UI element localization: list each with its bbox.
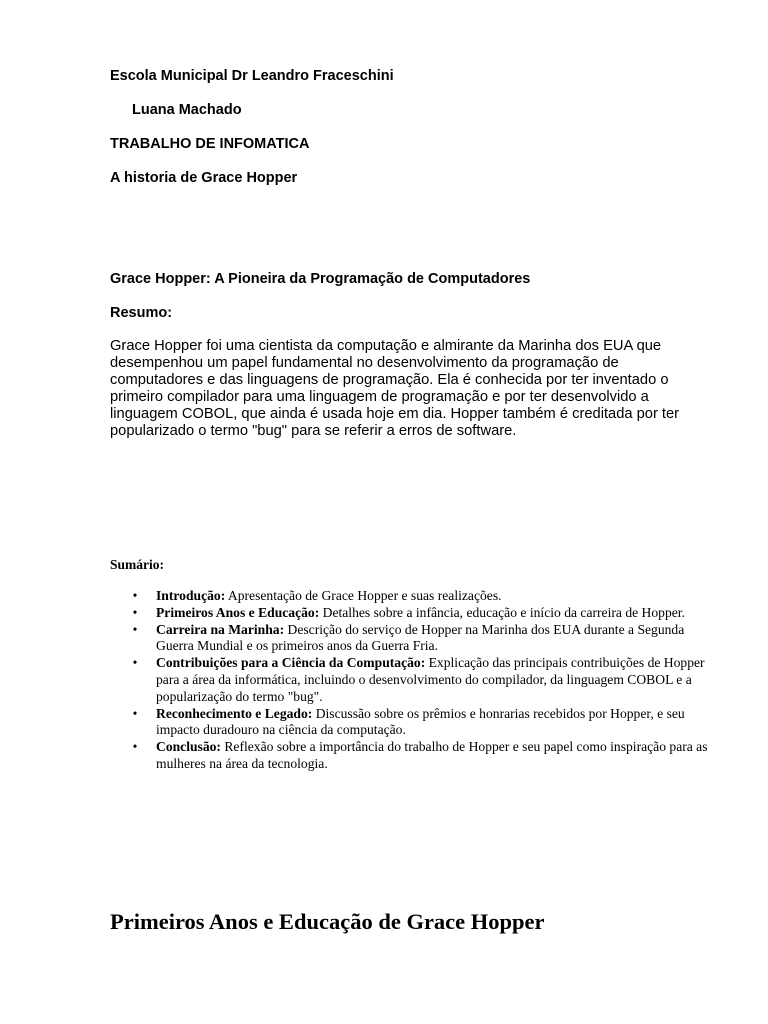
- author-name: Luana Machado: [132, 102, 242, 118]
- section-heading: Primeiros Anos e Educação de Grace Hopper: [110, 909, 545, 934]
- summary-item-text: Apresentação de Grace Hopper e suas realizações.: [225, 588, 502, 603]
- summary-item: [110, 588, 710, 605]
- abstract-text: Grace Hopper foi uma cientista da computação e almirante da Marinha dos EUA que desempenhou um papel fundamental no desenvolvimento da programação de computadores e das linguagens de programação. Ela é conhecida por ter inventado o primeiro compilador para uma linguagem de programação e por ter desenvolvido a linguagem COBOL, que ainda é usada hoje em dia. Hopper também é creditada por ter popularizado o termo "bug" para se referir a erros de software.: [110, 338, 680, 439]
- summary-item-label: Introdução:: [156, 588, 226, 603]
- paper-title: Grace Hopper: A Pioneira da Programação de Computadores: [110, 271, 531, 287]
- summary-item-label: Carreira na Marinha:: [156, 621, 285, 637]
- school-name: Escola Municipal Dr Leandro Fraceschini: [110, 68, 394, 84]
- summary-item-label: Reconhecimento e Legado:: [156, 705, 313, 721]
- summary-item-text: Descrição do serviço de Hopper na Marinha dos EUA durante a Segunda Guerra Mundial e os primeiros anos da Guerra Fria.: [156, 621, 685, 654]
- summary-item: [110, 706, 710, 740]
- bullet-icon: •: [132, 655, 138, 671]
- summary-item: [110, 622, 710, 656]
- summary-item-label: Contribuições para a Ciência da Computação:: [156, 655, 426, 671]
- summary-item: [110, 605, 710, 622]
- abstract-label: Resumo:: [110, 305, 173, 321]
- story-title: A historia de Grace Hopper: [110, 170, 298, 186]
- summary-item-text: Reflexão sobre a importância do trabalho de Hopper e seu papel como inspiração para as mulheres na área da tecnologia.: [156, 739, 708, 771]
- summary-item: [110, 739, 710, 773]
- summary-item-text: Discussão sobre os prêmios e honrarias recebidos por Hopper, e seu impacto duradouro na ciência da computação.: [156, 705, 685, 738]
- work-title: TRABALHO DE INFOMATICA: [110, 136, 310, 152]
- summary-item-text: Explicação das principais contribuições de Hopper para a área da informática, incluindo o desenvolvimento do compilador, da linguagem COBOL e a popularização do termo "bug".: [156, 655, 705, 704]
- summary-item: [110, 655, 710, 705]
- summary-title: Sumário:: [110, 557, 164, 572]
- summary-item-label: Primeiros Anos e Educação:: [156, 604, 320, 620]
- summary-list: [110, 588, 710, 773]
- bullet-icon: •: [132, 705, 138, 721]
- bullet-icon: •: [132, 739, 138, 755]
- summary-item-label: Conclusão:: [156, 739, 221, 755]
- summary-item-text: Detalhes sobre a infância, educação e início da carreira de Hopper.: [319, 604, 685, 620]
- bullet-icon: •: [132, 588, 138, 603]
- bullet-icon: •: [132, 604, 138, 620]
- bullet-icon: •: [132, 621, 138, 637]
